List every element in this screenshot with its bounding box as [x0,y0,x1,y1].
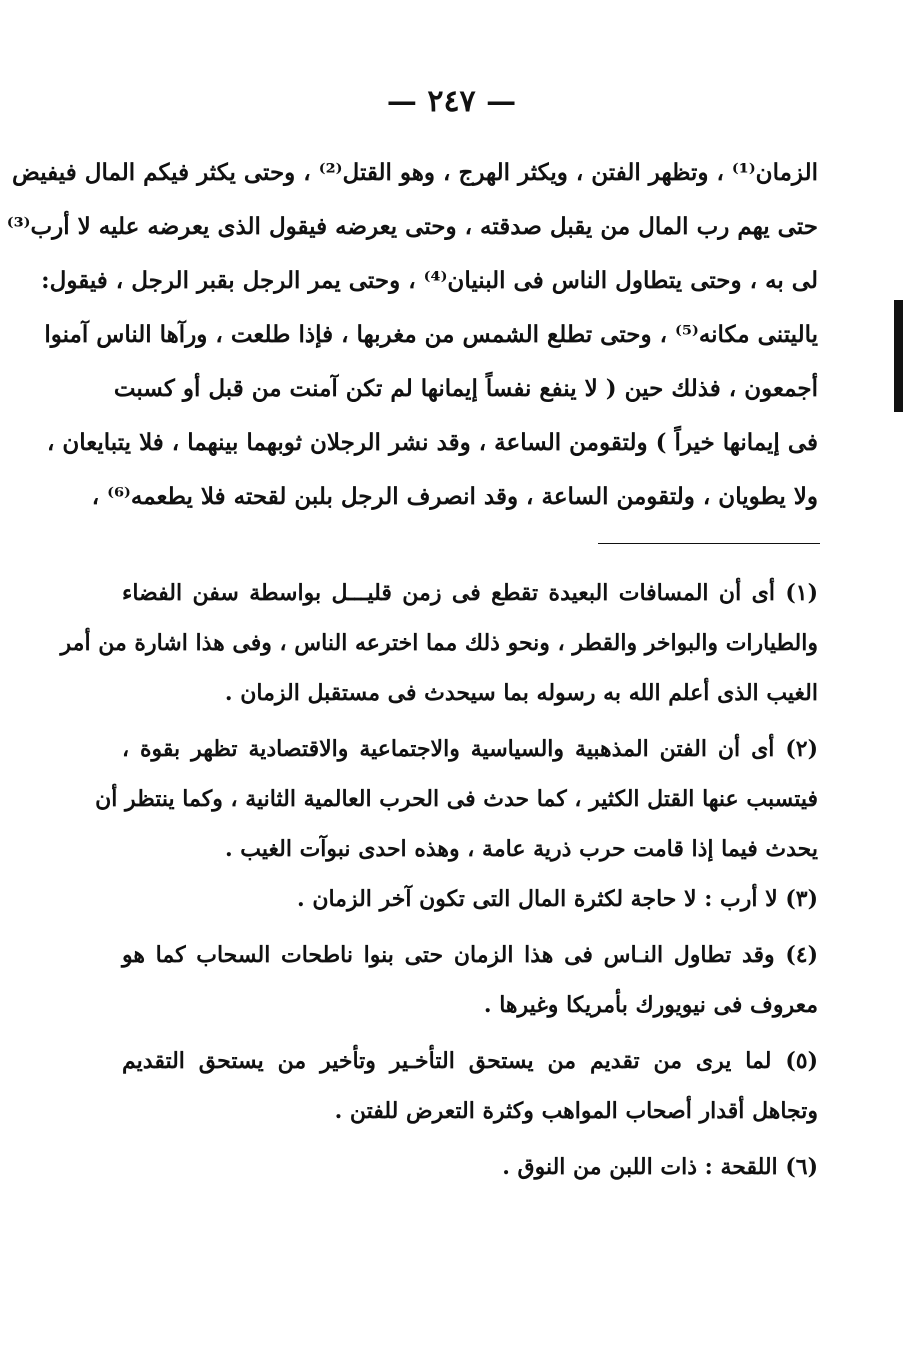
footnote-2 [95,724,818,874]
footnote-line: الغيب الذى أعلم الله به رسوله بما سيحدث فى مستقبل الزمان . [224,680,818,706]
footnote-divider [598,543,820,544]
footnote-5 [122,1036,818,1136]
main-text-line: ياليتنى مكانه⁽⁵⁾ ، وحتى تطلع الشمس من مغربها ، فإذا طلعت ، ورآها الناس آمنوا [44,321,818,348]
footnote-line: فيتسبب عنها القتل الكثير ، كما حدث فى الحرب العالمية الثانية ، وكما ينتظر أن [95,786,818,812]
footnote-6 [122,1142,818,1192]
main-text [6,146,818,524]
main-text-line: ولا يطويان ، ولتقومن الساعة ، وقد انصرف الرجل بلبن لقحته فلا يطعمه⁽⁶⁾ ، [91,483,818,510]
footnote-line: (٥) لما يرى من تقديم من يستحق التأخـير وتأخير من يستحق التقديم [122,1048,818,1074]
footnote-line: يحدث فيما إذا قامت حرب ذرية عامة ، وهذه احدى نبوآت الغيب . [224,836,818,862]
footnote-line: (١) أى أن المسافات البعيدة تقطع فى زمن قليـــل بواسطة سفن الفضاء [122,580,818,606]
footnote-3 [122,874,818,924]
footnote-line: (٤) وقد تطاول النـاس فى هذا الزمان حتى بنوا ناطحات السحاب كما هو [122,942,818,968]
footnote-line: (٣) لا أرب : لا حاجة لكثرة المال التى تكون آخر الزمان . [297,886,818,912]
footnotes [60,568,818,1192]
main-text-line: أجمعون ، فذلك حين ( لا ينفع نفساً إيمانها لم تكن آمنت من قبل أو كسبت [113,375,818,402]
main-text-line: فى إيمانها خيراً ) ولتقومن الساعة ، وقد نشر الرجلان ثوبهما بينهما ، فلا يتبايعان ، [46,429,818,456]
main-text-line: حتى يهم رب المال من يقبل صدقته ، وحتى يعرضه فيقول الذى يعرضه عليه لا أرب⁽³⁾ [6,213,818,240]
footnote-line: معروف فى نيويورك بأمريكا وغيرها . [483,992,818,1018]
main-text-line: لى به ، وحتى يتطاول الناس فى البنيان⁽⁴⁾ ، وحتى يمر الرجل بقبر الرجل ، فيقول: [41,267,818,294]
footnote-line: والطيارات والبواخر والقطر ، ونحو ذلك مما اخترعه الناس ، وفى هذا اشارة من أمر [60,630,818,656]
footnote-line: وتجاهل أقدار أصحاب المواهب وكثرة التعرض للفتن . [334,1098,818,1124]
footnote-4 [122,930,818,1030]
footnote-line: (٢) أى أن الفتن المذهبية والسياسية والاجتماعية والاقتصادية تظهر بقوة ، [122,736,818,762]
page-number: — ٢٤٧ — [386,84,517,119]
scan-edge-mark [894,300,903,412]
footnote-1 [60,568,818,718]
main-text-line: الزمان⁽¹⁾ ، وتظهر الفتن ، ويكثر الهرج ، وهو القتل⁽²⁾ ، وحتى يكثر فيكم المال فيفيض [12,159,818,186]
footnote-line: (٦) اللقحة : ذات اللبن من النوق . [502,1154,818,1180]
